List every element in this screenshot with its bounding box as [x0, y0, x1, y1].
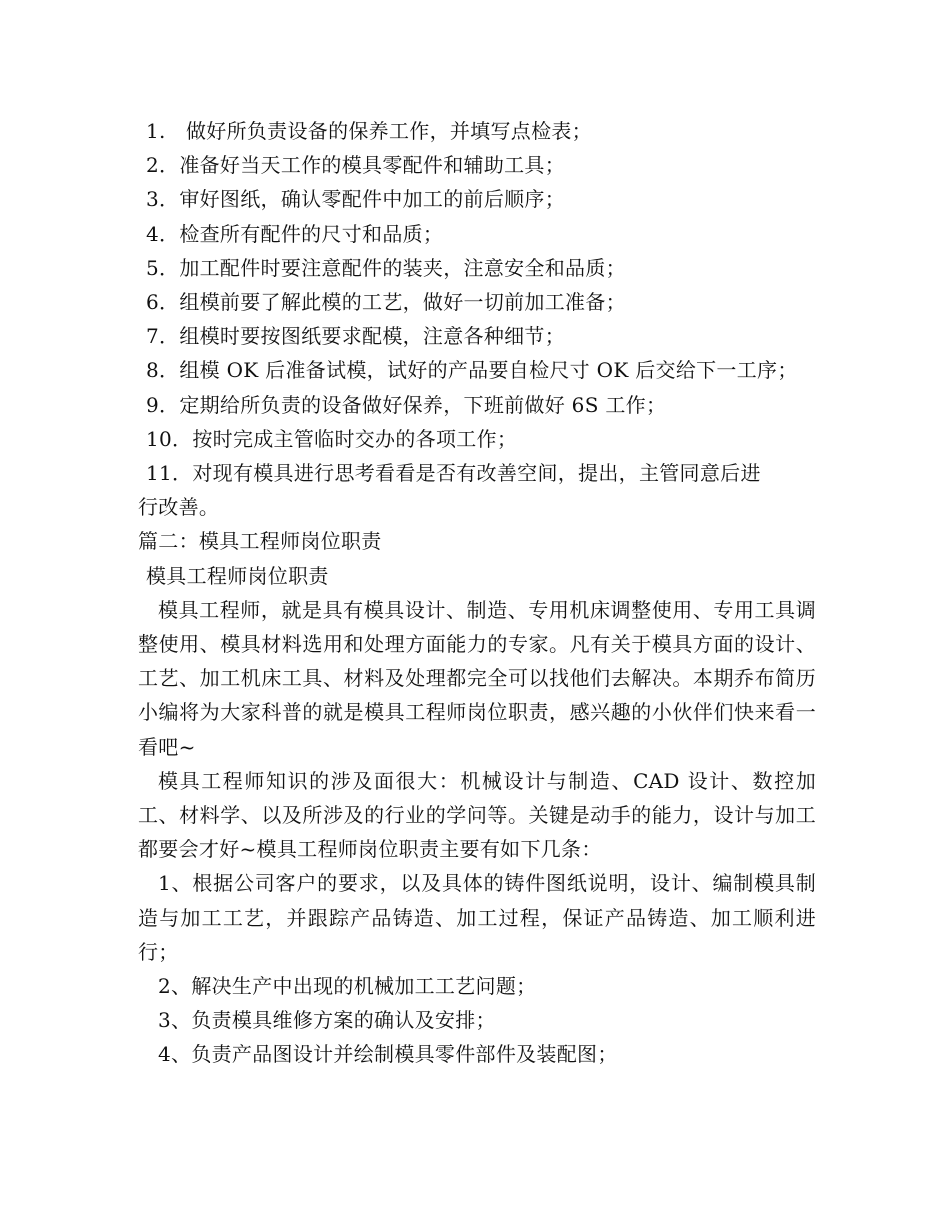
duty-item-3: 3．审好图纸，确认零配件中加工的前后顺序；: [146, 187, 566, 212]
duty-item-7: 7．组模时要按图纸要求配模，注意各种细节；: [146, 324, 566, 349]
knowledge-paragraph: 模具工程师知识的涉及面很大：机械设计与制造、CAD 设计、数控加工、材料学、以及所涉及的行业的学问等。关键是动手的能力，设计与加工都要会才好~模具工程师岗位职责主要有如下几条：: [138, 768, 816, 862]
duty-item-6: 6．组模前要了解此模的工艺，做好一切前加工准备；: [146, 290, 626, 315]
section-title: 篇二：模具工程师岗位职责: [138, 529, 382, 554]
duty-item-1: 1. 做好所负责设备的保养工作，并填写点检表；: [146, 119, 592, 143]
duty-item-5: 5．加工配件时要注意配件的装夹，注意安全和品质；: [146, 255, 626, 280]
responsibility-item-1: 1、根据公司客户的要求，以及具体的铸件图纸说明，设计、编制模具制造与加工工艺，并跟踪产品铸造、加工过程，保证产品铸造、加工顺利进行；: [138, 871, 816, 964]
document-body: [138, 114, 816, 1072]
responsibility-item-3: 3、负责模具维修方案的确认及安排；: [158, 1008, 496, 1033]
duty-item-4: 4．检查所有配件的尺寸和品质；: [146, 221, 444, 246]
responsibility-item-2: 2、解决生产中出现的机械加工工艺问题；: [158, 974, 537, 999]
duty-item-10: 10．按时完成主管临时交办的各项工作；: [146, 426, 518, 451]
article-title: 模具工程师岗位职责: [146, 563, 329, 588]
responsibility-item-4: 4、负责产品图设计并绘制模具零件部件及装配图；: [158, 1042, 618, 1067]
intro-paragraph: 模具工程师，就是具有模具设计、制造、专用机床调整使用、专用工具调整使用、模具材料选用和处理方面能力的专家。凡有关于模具方面的设计、工艺、加工机床工具、材料及处理都完全可以找他们去解决。本期乔布简历小编将为大家科普的就是模具工程师岗位职责，感兴趣的小伙伴们快来看一看吧~: [138, 597, 816, 759]
duty-item-11-line-1: 11．对现有模具进行思考看看是否有改善空间，提出，主管同意后进: [146, 461, 761, 486]
duty-item-9: 9．定期给所负责的设备做好保养，下班前做好 6S 工作；: [146, 392, 667, 417]
duty-item-8: 8．组模 OK 后准备试模，试好的产品要自检尺寸 OK 后交给下一工序；: [146, 358, 798, 383]
duty-item-11-line-2: 行改善。: [138, 495, 220, 520]
duty-item-2: 2．准备好当天工作的模具零配件和辅助工具；: [146, 153, 566, 178]
